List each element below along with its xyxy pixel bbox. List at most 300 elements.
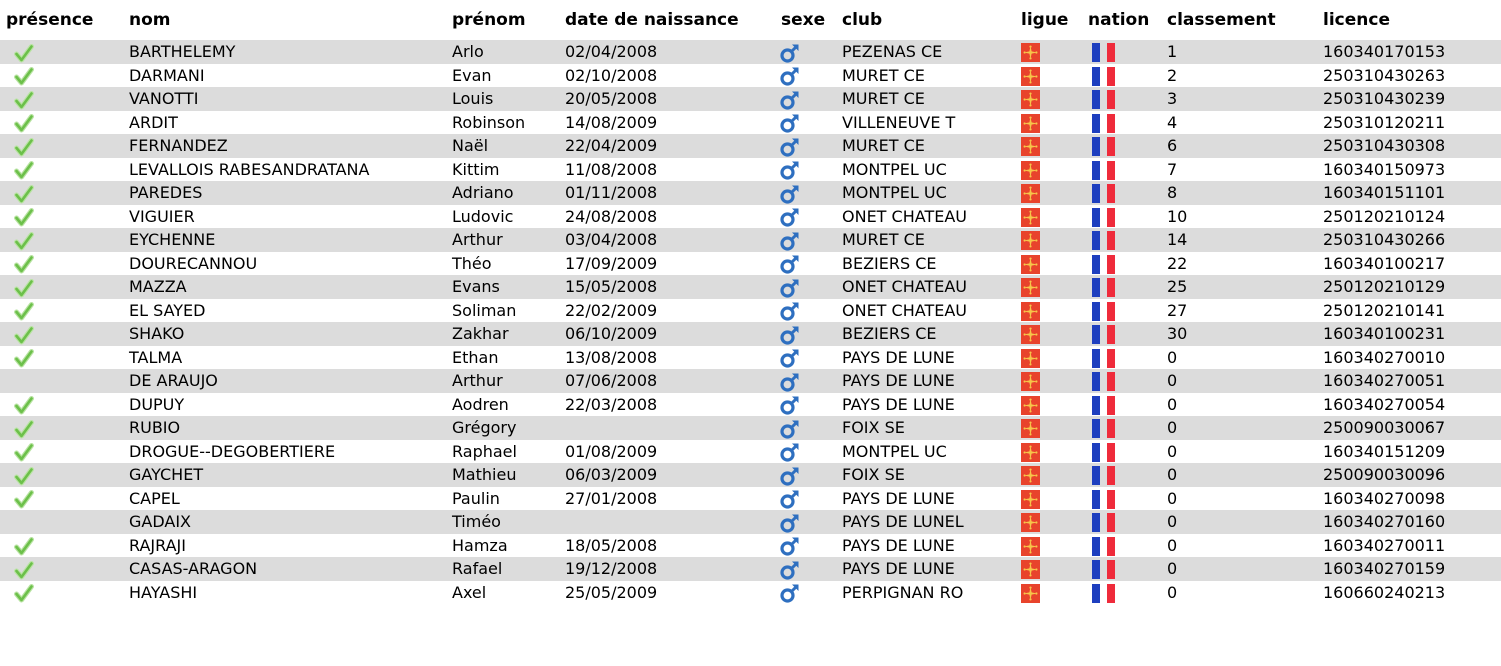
- nation-cell: [1082, 158, 1161, 182]
- nom-cell: GADAIX: [123, 510, 446, 534]
- french-flag-icon: [1092, 208, 1118, 227]
- prenom-cell: Kittim: [452, 159, 500, 179]
- classement-cell: 22: [1167, 253, 1188, 273]
- green-check-icon: [14, 278, 34, 298]
- nom-cell: DROGUE--DEGOBERTIERE: [129, 441, 336, 461]
- licence-cell: 160340270098: [1323, 488, 1446, 508]
- ligue-cell: [1015, 369, 1082, 393]
- occitanie-cross-flag-icon: [1021, 419, 1040, 438]
- date-cell: 06/03/2009: [559, 463, 775, 487]
- classement-cell: 0: [1167, 582, 1178, 602]
- prenom-cell: Paulin: [452, 488, 500, 508]
- french-flag-icon: [1092, 419, 1118, 438]
- sexe-cell: [775, 487, 836, 511]
- nom-cell: BARTHELEMY: [123, 40, 446, 64]
- french-flag-icon: [1092, 161, 1118, 180]
- sexe-cell: [775, 463, 836, 487]
- nom-cell: MAZZA: [123, 275, 446, 299]
- licence-cell: 160340100217: [1323, 253, 1446, 273]
- green-check-icon: [14, 43, 34, 63]
- header-club[interactable]: club: [842, 10, 883, 30]
- ligue-cell: [1015, 64, 1082, 88]
- green-check-icon: [14, 442, 34, 462]
- french-flag-icon: [1092, 302, 1118, 321]
- sexe-cell: [775, 557, 836, 581]
- table-row[interactable]: [0, 322, 1501, 346]
- nom-cell: LEVALLOIS RABESANDRATANA: [129, 159, 370, 179]
- club-cell: BEZIERS CE: [842, 253, 937, 273]
- nation-cell: [1082, 487, 1161, 511]
- prenom-cell: Robinson: [452, 112, 526, 132]
- prenom-cell: Axel: [452, 582, 487, 602]
- nom-cell: ARDIT: [129, 112, 178, 132]
- occitanie-cross-flag-icon: [1021, 537, 1040, 556]
- presence-cell[interactable]: [0, 205, 123, 229]
- nom-cell: TALMA: [129, 347, 183, 367]
- date-cell: 13/08/2008: [565, 347, 658, 367]
- table-header-row: [0, 0, 1501, 40]
- ligue-cell: [1015, 534, 1082, 558]
- header-presence[interactable]: présence: [6, 10, 94, 30]
- nom-cell: CASAS-ARAGON: [123, 557, 446, 581]
- ligue-cell: [1015, 416, 1082, 440]
- green-check-icon: [14, 231, 34, 251]
- ligue-cell: [1015, 581, 1082, 605]
- prenom-cell: Ethan: [452, 347, 499, 367]
- ligue-cell: [1015, 299, 1082, 323]
- classement-cell: 2: [1167, 65, 1178, 85]
- licence-cell: 160340270051: [1317, 369, 1501, 393]
- header-nation[interactable]: nation: [1088, 10, 1150, 30]
- date-cell: [559, 416, 775, 440]
- classement-cell: 0: [1161, 557, 1317, 581]
- table-row[interactable]: [0, 134, 1501, 158]
- french-flag-icon: [1092, 349, 1118, 368]
- occitanie-cross-flag-icon: [1021, 137, 1040, 156]
- green-check-icon: [14, 301, 34, 321]
- header-classement[interactable]: classement: [1167, 10, 1276, 30]
- green-check-icon: [14, 184, 34, 204]
- nom-cell: CAPEL: [129, 488, 180, 508]
- nom-cell: VIGUIER: [129, 206, 195, 226]
- classement-cell: 0: [1161, 416, 1317, 440]
- nation-cell: [1082, 581, 1161, 605]
- french-flag-icon: [1092, 396, 1118, 415]
- occitanie-cross-flag-icon: [1021, 278, 1040, 297]
- ligue-cell: [1015, 322, 1082, 346]
- male-symbol-icon: [779, 136, 801, 158]
- club-cell: VILLENEUVE T: [842, 112, 956, 132]
- male-symbol-icon: [779, 253, 801, 275]
- header-sexe[interactable]: sexe: [781, 10, 826, 30]
- french-flag-icon: [1092, 466, 1118, 485]
- date-cell: 22/03/2008: [565, 394, 658, 414]
- presence-cell[interactable]: [0, 111, 123, 135]
- licence-cell: 160340270010: [1323, 347, 1446, 367]
- nation-cell: [1082, 416, 1161, 440]
- date-cell: 27/01/2008: [565, 488, 658, 508]
- nation-cell: [1082, 64, 1161, 88]
- table-row[interactable]: [0, 510, 1501, 534]
- classement-cell: 4: [1167, 112, 1178, 132]
- licence-cell: 160340270159: [1317, 557, 1501, 581]
- classement-cell: 1: [1161, 40, 1317, 64]
- french-flag-icon: [1092, 584, 1118, 603]
- nom-cell: DE ARAUJO: [123, 369, 446, 393]
- french-flag-icon: [1092, 114, 1118, 133]
- ligue-cell: [1015, 181, 1082, 205]
- occitanie-cross-flag-icon: [1021, 584, 1040, 603]
- club-cell: ONET CHATEAU: [836, 275, 1015, 299]
- licence-cell: 250120210124: [1323, 206, 1446, 226]
- sexe-cell: [775, 275, 836, 299]
- ligue-cell: [1015, 557, 1082, 581]
- green-check-icon: [14, 325, 34, 345]
- classement-cell: 8: [1161, 181, 1317, 205]
- club-cell: FOIX SE: [836, 416, 1015, 440]
- table-row[interactable]: [0, 64, 1501, 88]
- classement-cell: 0: [1161, 510, 1317, 534]
- nom-cell: EL SAYED: [129, 300, 206, 320]
- male-symbol-icon: [779, 324, 801, 346]
- nom-cell: DARMANI: [129, 65, 205, 85]
- sexe-cell: [775, 252, 836, 276]
- date-cell: 19/12/2008: [559, 557, 775, 581]
- french-flag-icon: [1092, 137, 1118, 156]
- ligue-cell: [1015, 87, 1082, 111]
- male-symbol-icon: [779, 488, 801, 510]
- nation-cell: [1082, 369, 1161, 393]
- presence-cell[interactable]: [0, 158, 123, 182]
- nom-cell: RAJRAJI: [129, 535, 186, 555]
- classement-cell: 0: [1167, 441, 1178, 461]
- club-cell: PAYS DE LUNE: [836, 369, 1015, 393]
- green-check-icon: [14, 207, 34, 227]
- prenom-cell: Naël: [446, 134, 559, 158]
- sexe-cell: [775, 158, 836, 182]
- date-cell: 02/04/2008: [559, 40, 775, 64]
- male-symbol-icon: [779, 394, 801, 416]
- presence-cell[interactable]: [0, 181, 123, 205]
- licence-cell: 160340150973: [1323, 159, 1446, 179]
- prenom-cell: Théo: [452, 253, 492, 273]
- club-cell: PAYS DE LUNE: [842, 488, 955, 508]
- presence-cell[interactable]: [0, 487, 123, 511]
- sexe-cell: [775, 228, 836, 252]
- date-cell: 07/06/2008: [559, 369, 775, 393]
- green-check-icon: [14, 419, 34, 439]
- nom-cell: SHAKO: [123, 322, 446, 346]
- male-symbol-icon: [779, 441, 801, 463]
- licence-cell: 160340170153: [1317, 40, 1501, 64]
- club-cell: MURET CE: [836, 228, 1015, 252]
- nation-cell: [1082, 252, 1161, 276]
- nom-cell: HAYASHI: [129, 582, 198, 602]
- classement-cell: 0: [1161, 369, 1317, 393]
- presence-cell[interactable]: [0, 510, 123, 534]
- table-row[interactable]: [0, 275, 1501, 299]
- date-cell: 03/04/2008: [559, 228, 775, 252]
- date-cell: 01/08/2009: [565, 441, 658, 461]
- french-flag-icon: [1092, 90, 1118, 109]
- table-row[interactable]: [0, 463, 1501, 487]
- presence-cell[interactable]: [0, 416, 123, 440]
- nation-cell: [1082, 181, 1161, 205]
- classement-cell: 10: [1167, 206, 1188, 226]
- licence-cell: 160340270054: [1323, 394, 1446, 414]
- prenom-cell: Adriano: [446, 181, 559, 205]
- classement-cell: 0: [1161, 463, 1317, 487]
- header-licence[interactable]: licence: [1323, 10, 1390, 30]
- ligue-cell: [1015, 40, 1082, 64]
- licence-cell: 250310430239: [1317, 87, 1501, 111]
- nation-cell: [1082, 134, 1161, 158]
- nom-cell: DUPUY: [129, 394, 185, 414]
- date-cell: 25/05/2009: [565, 582, 658, 602]
- presence-cell[interactable]: [0, 252, 123, 276]
- table-row[interactable]: [0, 581, 1501, 605]
- licence-cell: 250310430308: [1317, 134, 1501, 158]
- sexe-cell: [775, 181, 836, 205]
- presence-cell[interactable]: [0, 463, 123, 487]
- table-row[interactable]: [0, 228, 1501, 252]
- occitanie-cross-flag-icon: [1021, 184, 1040, 203]
- club-cell: PEZENAS CE: [836, 40, 1015, 64]
- header-nom[interactable]: nom: [129, 10, 171, 30]
- ligue-cell: [1015, 158, 1082, 182]
- licence-cell: 250120210141: [1323, 300, 1446, 320]
- nom-cell: DOURECANNOU: [129, 253, 258, 273]
- ligue-cell: [1015, 111, 1082, 135]
- french-flag-icon: [1092, 560, 1118, 579]
- occitanie-cross-flag-icon: [1021, 325, 1040, 344]
- table-row[interactable]: [0, 87, 1501, 111]
- table-row[interactable]: [0, 534, 1501, 558]
- occitanie-cross-flag-icon: [1021, 490, 1040, 509]
- table-row[interactable]: [0, 393, 1501, 417]
- presence-cell[interactable]: [0, 369, 123, 393]
- date-cell: 02/10/2008: [565, 65, 658, 85]
- nom-cell: RUBIO: [123, 416, 446, 440]
- sexe-cell: [775, 111, 836, 135]
- nation-cell: [1082, 463, 1161, 487]
- green-check-icon: [14, 466, 34, 486]
- occitanie-cross-flag-icon: [1021, 513, 1040, 532]
- male-symbol-icon: [779, 582, 801, 604]
- table-row[interactable]: [0, 181, 1501, 205]
- french-flag-icon: [1092, 278, 1118, 297]
- table-row[interactable]: [0, 205, 1501, 229]
- table-row[interactable]: [0, 40, 1501, 64]
- occitanie-cross-flag-icon: [1021, 302, 1040, 321]
- prenom-cell: Evans: [446, 275, 559, 299]
- licence-cell: 160340270011: [1323, 535, 1446, 555]
- sexe-cell: [775, 322, 836, 346]
- date-cell: 20/05/2008: [559, 87, 775, 111]
- table-row[interactable]: [0, 299, 1501, 323]
- occitanie-cross-flag-icon: [1021, 372, 1040, 391]
- presence-cell[interactable]: [0, 299, 123, 323]
- presence-cell[interactable]: [0, 228, 123, 252]
- presence-cell[interactable]: [0, 581, 123, 605]
- male-symbol-icon: [779, 418, 801, 440]
- table-row[interactable]: [0, 346, 1501, 370]
- nation-cell: [1082, 228, 1161, 252]
- nation-cell: [1082, 440, 1161, 464]
- table-row[interactable]: [0, 416, 1501, 440]
- date-cell: 18/05/2008: [565, 535, 658, 555]
- male-symbol-icon: [779, 277, 801, 299]
- date-cell: 15/05/2008: [559, 275, 775, 299]
- presence-cell[interactable]: [0, 393, 123, 417]
- presence-cell[interactable]: [0, 440, 123, 464]
- date-cell: 01/11/2008: [559, 181, 775, 205]
- french-flag-icon: [1092, 443, 1118, 462]
- green-check-icon: [14, 90, 34, 110]
- table-row[interactable]: [0, 369, 1501, 393]
- prenom-cell: Evan: [452, 65, 492, 85]
- table-row[interactable]: [0, 557, 1501, 581]
- presence-cell[interactable]: [0, 64, 123, 88]
- occitanie-cross-flag-icon: [1021, 67, 1040, 86]
- ligue-cell: [1015, 252, 1082, 276]
- ligue-cell: [1015, 275, 1082, 299]
- date-cell: [559, 510, 775, 534]
- presence-cell[interactable]: [0, 346, 123, 370]
- prenom-cell: Arlo: [446, 40, 559, 64]
- licence-cell: 250090030067: [1317, 416, 1501, 440]
- male-symbol-icon: [779, 206, 801, 228]
- nom-cell: FERNANDEZ: [123, 134, 446, 158]
- classement-cell: 6: [1161, 134, 1317, 158]
- male-symbol-icon: [779, 230, 801, 252]
- male-symbol-icon: [779, 65, 801, 87]
- classement-cell: 3: [1161, 87, 1317, 111]
- nom-cell: PAREDES: [123, 181, 446, 205]
- male-symbol-icon: [779, 42, 801, 64]
- club-cell: PAYS DE LUNE: [836, 557, 1015, 581]
- licence-cell: 250090030096: [1317, 463, 1501, 487]
- table-row[interactable]: [0, 252, 1501, 276]
- occitanie-cross-flag-icon: [1021, 43, 1040, 62]
- nom-cell: GAYCHET: [123, 463, 446, 487]
- prenom-cell: Zakhar: [446, 322, 559, 346]
- classement-cell: 0: [1167, 394, 1178, 414]
- club-cell: PAYS DE LUNE: [842, 535, 955, 555]
- occitanie-cross-flag-icon: [1021, 208, 1040, 227]
- licence-cell: 250120210129: [1317, 275, 1501, 299]
- green-check-icon: [14, 254, 34, 274]
- sexe-cell: [775, 40, 836, 64]
- club-cell: ONET CHATEAU: [842, 300, 967, 320]
- prenom-cell: Arthur: [446, 369, 559, 393]
- french-flag-icon: [1092, 184, 1118, 203]
- presence-cell[interactable]: [0, 534, 123, 558]
- prenom-cell: Rafael: [446, 557, 559, 581]
- sexe-cell: [775, 346, 836, 370]
- occitanie-cross-flag-icon: [1021, 231, 1040, 250]
- header-prenom[interactable]: prénom: [452, 10, 526, 30]
- header-ligue[interactable]: ligue: [1021, 10, 1069, 30]
- club-cell: MURET CE: [842, 65, 925, 85]
- classement-cell: 0: [1167, 488, 1178, 508]
- date-cell: 22/02/2009: [565, 300, 658, 320]
- presence-cell[interactable]: [0, 87, 123, 111]
- date-cell: 22/04/2009: [559, 134, 775, 158]
- presence-cell[interactable]: [0, 275, 123, 299]
- male-symbol-icon: [779, 300, 801, 322]
- sexe-cell: [775, 581, 836, 605]
- green-check-icon: [14, 348, 34, 368]
- green-check-icon: [14, 113, 34, 133]
- sexe-cell: [775, 87, 836, 111]
- ligue-cell: [1015, 487, 1082, 511]
- ligue-cell: [1015, 134, 1082, 158]
- table-row[interactable]: [0, 440, 1501, 464]
- green-check-icon: [14, 560, 34, 580]
- table-body: [0, 40, 1501, 604]
- presence-cell[interactable]: [0, 557, 123, 581]
- male-symbol-icon: [779, 89, 801, 111]
- nation-cell: [1082, 299, 1161, 323]
- nation-cell: [1082, 510, 1161, 534]
- nation-cell: [1082, 40, 1161, 64]
- green-check-icon: [14, 395, 34, 415]
- club-cell: MONTPEL UC: [842, 441, 947, 461]
- ligue-cell: [1015, 510, 1082, 534]
- presence-cell[interactable]: [0, 322, 123, 346]
- french-flag-icon: [1092, 255, 1118, 274]
- male-symbol-icon: [779, 559, 801, 581]
- classement-cell: 0: [1167, 535, 1178, 555]
- date-cell: 24/08/2008: [565, 206, 658, 226]
- table-row[interactable]: [0, 111, 1501, 135]
- presence-cell[interactable]: [0, 134, 123, 158]
- club-cell: BEZIERS CE: [836, 322, 1015, 346]
- licence-cell: 250310430263: [1323, 65, 1446, 85]
- nation-cell: [1082, 557, 1161, 581]
- male-symbol-icon: [779, 159, 801, 181]
- licence-cell: 160340151101: [1317, 181, 1501, 205]
- nation-cell: [1082, 346, 1161, 370]
- male-symbol-icon: [779, 112, 801, 134]
- table-row[interactable]: [0, 158, 1501, 182]
- nation-cell: [1082, 534, 1161, 558]
- sexe-cell: [775, 510, 836, 534]
- table-row[interactable]: [0, 487, 1501, 511]
- nation-cell: [1082, 275, 1161, 299]
- classement-cell: 0: [1167, 347, 1178, 367]
- sexe-cell: [775, 416, 836, 440]
- club-cell: MONTPEL UC: [842, 159, 947, 179]
- header-date[interactable]: date de naissance: [565, 10, 739, 30]
- nation-cell: [1082, 393, 1161, 417]
- prenom-cell: Louis: [446, 87, 559, 111]
- date-cell: 11/08/2008: [565, 159, 658, 179]
- green-check-icon: [14, 160, 34, 180]
- ligue-cell: [1015, 228, 1082, 252]
- licence-cell: 250310430266: [1317, 228, 1501, 252]
- nation-cell: [1082, 87, 1161, 111]
- french-flag-icon: [1092, 231, 1118, 250]
- ligue-cell: [1015, 393, 1082, 417]
- licence-cell: 160340151209: [1323, 441, 1446, 461]
- presence-cell[interactable]: [0, 40, 123, 64]
- club-cell: PERPIGNAN RO: [842, 582, 964, 602]
- male-symbol-icon: [779, 535, 801, 557]
- prenom-cell: Grégory: [446, 416, 559, 440]
- male-symbol-icon: [779, 465, 801, 487]
